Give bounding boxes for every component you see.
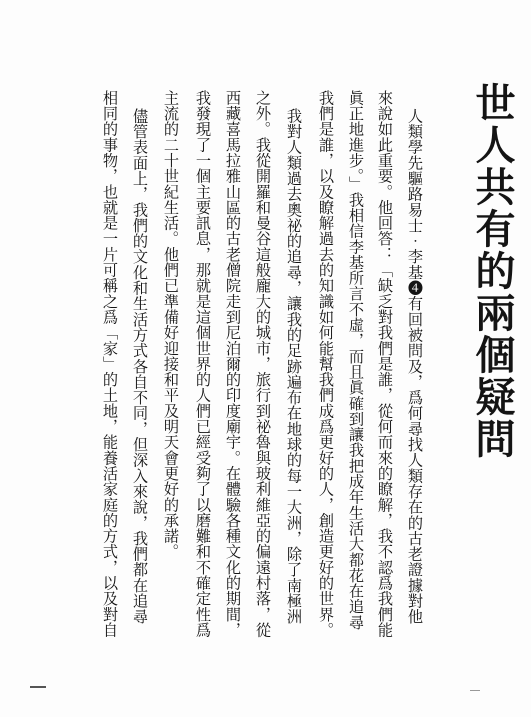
chapter-title: 世人共有的兩個疑問 [469,82,516,460]
scan-mark [30,686,46,688]
paragraph-line: 我們是誰，以及瞭解過去的知識如何能幫我們成爲更好的人，創造更好的世界。 [317,90,335,638]
paragraph-line: 西藏喜馬拉雅山區的古老僧院走到尼泊爾的印度廟宇。在體驗各種文化的期間， [224,90,242,638]
paragraph-line: 相同的事物，也就是一片可稱之爲「家」的土地，能養活家庭的方式，以及對自 [101,90,119,638]
paragraph-line: 來說如此重要。他回答：「缺乏對我們是誰，從何而來的瞭解，我不認爲我們能 [376,90,394,638]
paragraph-line: 我發現了一個主要訊息，那就是這個世界的人們已經受夠了以磨難和不確定性爲 [194,90,212,638]
paragraph-line: 主流的二十世紀生活。他們已準備好迎接和平及明天會更好的承諾。 [162,90,180,560]
paragraph-line: 我對人類過去奧祕的追尋，讓我的足跡遍布在地球的每一大洲，除了南極洲 [285,108,303,625]
paragraph-line: 之外。我從開羅和曼谷這般龐大的城市，旅行到祕魯與玻利維亞的偏遠村落，從 [254,90,272,638]
paragraph-line: 儘管表面上，我們的文化和生活方式各自不同，但深入來說，我們都在追尋 [131,108,149,625]
scan-mark [470,690,480,691]
paragraph-line: 眞正地進步。」我相信李基所言不虛，而且眞確到讓我把成年生活大都花在追尋 [347,90,365,631]
paragraph-line: 人類學先驅路易士‧李基❹有回被問及，爲何尋找人類存在的古老證據對他 [406,108,424,625]
